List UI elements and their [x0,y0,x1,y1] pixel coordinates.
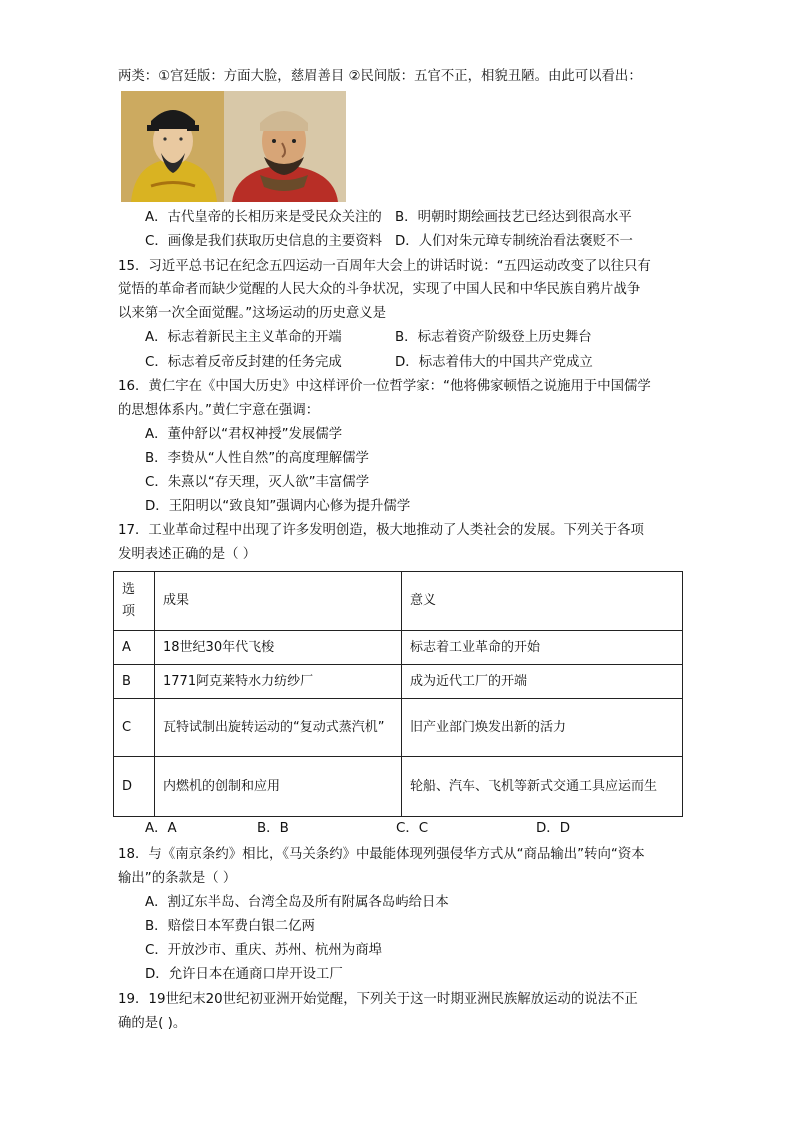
row-achievement: 18世纪30年代飞梭 [155,631,402,665]
row-significance: 成为近代工厂的开端 [402,665,683,699]
q19-stem-line-2: 确的是( )。 [118,1016,187,1031]
q14-option-b[interactable]: B．明朝时期绘画技艺已经达到很高水平 [395,210,632,225]
row-significance: 标志着工业革命的开始 [402,631,683,665]
q18-option-b[interactable]: B．赔偿日本军费白银二亿两 [145,919,315,934]
table-row [114,699,683,757]
q19-stem-line-1: 19．19世纪末20世纪初亚洲开始觉醒，下列关于这一时期亚洲民族解放运动的说法不正 [118,992,638,1007]
q18-option-d[interactable]: D．允许日本在通商口岸开设工厂 [145,967,343,982]
table-header-row [114,572,683,631]
q15-option-b[interactable]: B．标志着资产阶级登上历史舞台 [395,330,592,345]
folk-portrait-image [224,91,346,202]
q17-option-d[interactable]: D．D [536,821,571,836]
q18-stem-line-1: 18．与《南京条约》相比，《马关条约》中最能体现列强侵华方式从“商品输出”转向“资本 [118,847,645,862]
table-row [114,757,683,817]
q16-option-a[interactable]: A．董仲舒以“君权神授”发展儒学 [145,427,343,442]
q18-option-c[interactable]: C．开放沙市、重庆、苏州、杭州为商埠 [145,943,382,958]
header-significance: 意义 [402,572,683,631]
q17-option-c[interactable]: C．C [396,821,429,836]
q14-option-a[interactable]: A．古代皇帝的长相历来是受民众关注的 [145,210,382,225]
row-option: C [114,699,155,757]
row-option: A [114,631,155,665]
q16-option-d[interactable]: D．王阳明以“致良知”强调内心修为提升儒学 [145,499,411,514]
q17-stem-line-1: 17．工业革命过程中出现了许多发明创造，极大地推动了人类社会的发展。下列关于各项 [118,523,644,538]
q15-option-c[interactable]: C．标志着反帝反封建的任务完成 [145,355,342,370]
q14-option-c[interactable]: C．画像是我们获取历史信息的主要资料 [145,234,382,249]
court-portrait-image [121,91,226,202]
table-row [114,631,683,665]
q15-stem-line-2: 觉悟的革命者而缺少觉醒的人民大众的斗争状况，实现了中国人民和中华民族自鸦片战争 [118,282,641,297]
q16-stem-line-2: 的思想体系内。”黄仁宇意在强调： [118,403,320,418]
q14-intro: 两类：①宫廷版：方面大脸，慈眉善目 ②民间版：五官不正，相貌丑陋。由此可以看出： [118,69,642,84]
q17-stem-line-2: 发明表述正确的是（ ） [118,547,257,562]
table-row [114,665,683,699]
q17-option-a[interactable]: A．A [145,821,177,836]
row-significance: 旧产业部门焕发出新的活力 [402,699,683,757]
q16-option-c[interactable]: C．朱熹以“存天理，灭人欲”丰富儒学 [145,475,370,490]
q15-stem-line-3: 以来第一次全面觉醒。”这场运动的历史意义是 [118,306,387,321]
q18-stem-line-2: 输出”的条款是（ ） [118,871,237,886]
q16-stem-line-1: 16．黄仁宇在《中国大历史》中这样评价一位哲学家：“他将佛家顿悟之说施用于中国儒学 [118,379,651,394]
row-achievement: 瓦特试制出旋转运动的“复动式蒸汽机” [155,699,402,757]
header-option: 选项 [114,572,155,631]
row-option: B [114,665,155,699]
row-achievement: 内燃机的创制和应用 [155,757,402,817]
q15-stem-line-1: 15．习近平总书记在纪念五四运动一百周年大会上的讲话时说：“五四运动改变了以往只有 [118,259,651,274]
row-option: D [114,757,155,817]
q17-option-b[interactable]: B．B [257,821,289,836]
q14-option-d[interactable]: D．人们对朱元璋专制统治看法褒贬不一 [395,234,633,249]
q18-option-a[interactable]: A．割辽东半岛、台湾全岛及所有附属各岛屿给日本 [145,895,449,910]
row-significance: 轮船、汽车、飞机等新式交通工具应运而生 [402,757,683,817]
row-achievement: 1771阿克莱特水力纺纱厂 [155,665,402,699]
header-achievement: 成果 [155,572,402,631]
q15-option-d[interactable]: D．标志着伟大的中国共产党成立 [395,355,593,370]
q16-option-b[interactable]: B．李贽从“人性自然”的高度理解儒学 [145,451,369,466]
q15-option-a[interactable]: A．标志着新民主主义革命的开端 [145,330,342,345]
q17-table [113,571,683,817]
